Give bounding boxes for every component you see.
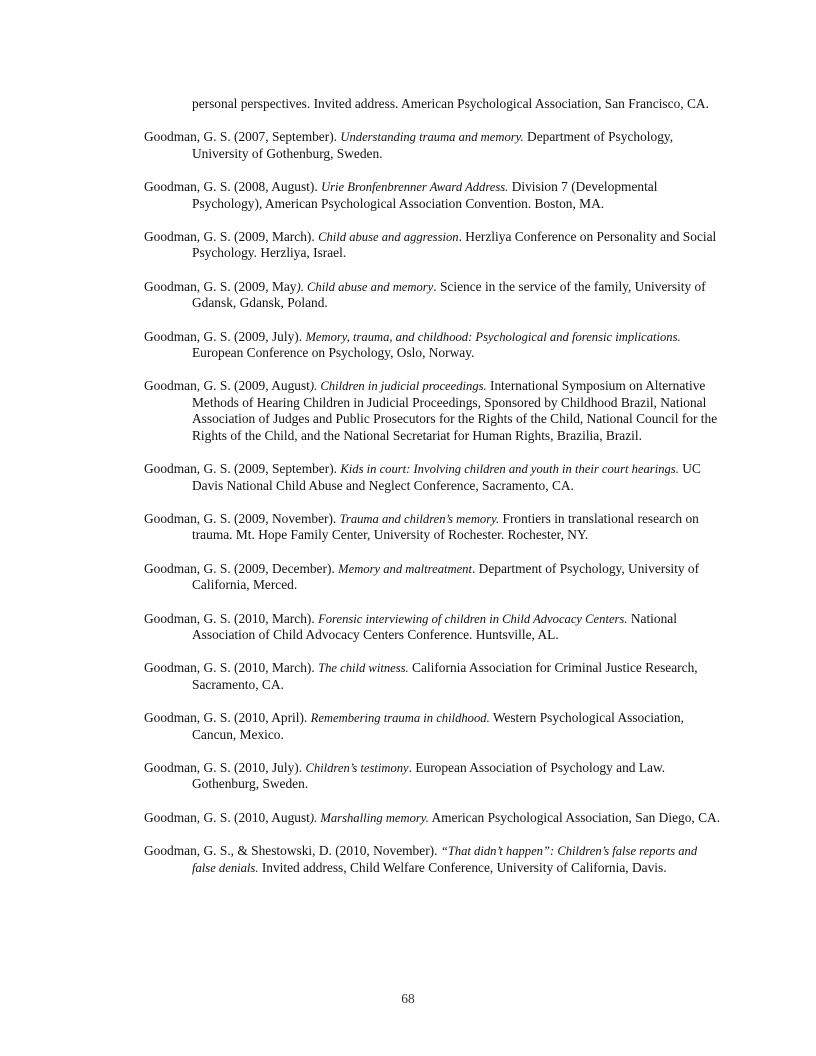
reference-entry: [144, 710, 724, 743]
entry-venue: UC Davis National Child Abuse and Neglect Conference, Sacramento, CA.: [192, 461, 701, 493]
entry-venue: California Association for Criminal Justice Research, Sacramento, CA.: [192, 660, 698, 692]
entry-author-date: Goodman, G. S. (2010, July).: [144, 759, 306, 775]
entry-author-date: Goodman, G. S. (2009, May: [144, 278, 297, 294]
entry-title: Trauma and children’s memory.: [339, 511, 500, 526]
entry-title: ). Child abuse and memory: [296, 279, 434, 294]
entry-venue: . Department of Psychology, University of California, Merced.: [192, 560, 700, 593]
entry-title: ). Marshalling memory.: [309, 810, 429, 825]
entry-author-date: Goodman, G. S. (2009, November).: [144, 510, 340, 526]
entry-venue: American Psychological Association, San Diego, CA.: [428, 809, 721, 825]
document-page: [144, 96, 724, 893]
reference-entry: [144, 129, 724, 162]
page-number: 68: [401, 991, 415, 1006]
reference-entry: [144, 179, 724, 212]
entry-author-date: Goodman, G. S. (2010, March).: [144, 660, 319, 676]
reference-entry: [144, 810, 724, 826]
reference-entry: [144, 843, 724, 876]
entry-title: “That didn’t happen”: Children’s false reports and false denials.: [192, 844, 698, 875]
reference-entry: [144, 611, 724, 644]
entry-venue: Invited address, Child Welfare Conference, University of California, Davis.: [258, 859, 667, 875]
entry-title: Memory and maltreatment: [338, 561, 472, 576]
entry-title: Child abuse and aggression: [318, 230, 459, 245]
continued-entry: personal perspectives. Invited address. American Psychological Association, San Francisco, CA.: [192, 96, 709, 111]
entry-author-date: Goodman, G. S. (2009, July).: [144, 328, 306, 344]
entry-author-date: Goodman, G. S. (2010, April).: [144, 710, 311, 726]
entry-author-date: Goodman, G. S., & Shestowski, D. (2010, November).: [144, 843, 441, 859]
reference-entry: [144, 461, 724, 494]
entry-author-date: Goodman, G. S. (2010, March).: [144, 610, 319, 626]
entry-venue: Department of Psychology, University of Gothenburg, Sweden.: [192, 129, 674, 161]
entry-title: Remembering trauma in childhood.: [310, 711, 490, 726]
entry-venue: European Conference on Psychology, Oslo, Norway.: [192, 345, 475, 361]
reference-entry: [144, 329, 724, 362]
entry-venue: International Symposium on Alternative Methods of Hearing Children in Judicial Proceedings, Sponsored by Childhood Brazil, National Association of Judges and Public Prosecutors for the Rights of the Child, National Council for the Rights of the Child, and the National Secretariat for Human Rights, Brazilia, Brazil.: [192, 378, 718, 443]
entry-author-date: Goodman, G. S. (2009, December).: [144, 560, 339, 576]
entry-venue: Western Psychological Association, Cancun, Mexico.: [192, 710, 685, 742]
reference-entry: [144, 660, 724, 693]
entry-title: ). Children in judicial proceedings.: [309, 379, 487, 394]
reference-entry: [144, 229, 724, 262]
entry-title: Memory, trauma, and childhood: Psychological and forensic implications.: [305, 329, 681, 344]
entry-author-date: Goodman, G. S. (2009, September).: [144, 461, 341, 477]
entry-title: Urie Bronfenbrenner Award Address.: [321, 180, 509, 195]
entry-author-date: Goodman, G. S. (2007, September).: [144, 129, 341, 145]
reference-entry: [144, 561, 724, 594]
reference-entry: [144, 279, 724, 312]
entry-venue: . Science in the service of the family, University of Gdansk, Gdansk, Poland.: [192, 278, 706, 311]
entry-author-date: Goodman, G. S. (2009, March).: [144, 229, 319, 245]
reference-entry: [144, 511, 724, 544]
entry-venue: . European Association of Psychology and Law. Gothenburg, Sweden.: [192, 759, 666, 792]
entry-venue: . Herzliya Conference on Personality and Social Psychology. Herzliya, Israel.: [192, 229, 717, 261]
entry-title: Understanding trauma and memory.: [340, 130, 524, 145]
entry-venue: Division 7 (Developmental Psychology), American Psychological Association Convention. Boston, MA.: [192, 179, 658, 211]
entry-title: The child witness.: [318, 661, 409, 676]
reference-entry: [144, 378, 724, 444]
entry-author-date: Goodman, G. S. (2010, August: [144, 809, 310, 825]
entry-venue: National Association of Child Advocacy Centers Conference. Huntsville, AL.: [192, 610, 677, 642]
entry-title: Forensic interviewing of children in Child Advocacy Centers.: [318, 611, 628, 626]
entry-title: Kids in court: Involving children and youth in their court hearings.: [340, 462, 679, 477]
entry-title: Children’s testimony: [305, 760, 409, 775]
entry-venue: Frontiers in translational research on trauma. Mt. Hope Family Center, University of Rochester. Rochester, NY.: [192, 510, 699, 543]
entry-author-date: Goodman, G. S. (2009, August: [144, 378, 310, 394]
reference-entry: [144, 760, 724, 793]
entry-author-date: Goodman, G. S. (2008, August).: [144, 179, 322, 195]
